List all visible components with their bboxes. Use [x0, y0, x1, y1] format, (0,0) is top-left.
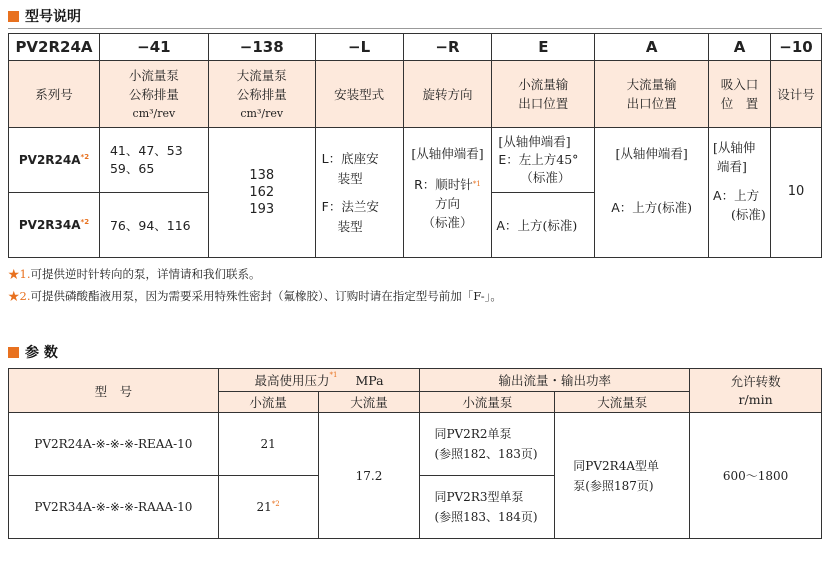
model-code-table	[8, 33, 822, 258]
small-outlet-cell-bottom: A：上方(标准)	[492, 193, 595, 258]
label-rotation: 旋转方向	[403, 61, 492, 128]
note-2: ★2.可提供磷酸酯液用泵，因为需要采用特殊性密封（氟橡胶）、订购时请在指定型号前加「F-」。	[8, 289, 502, 303]
large-pressure-cell: 17.2	[318, 413, 420, 539]
small-pressure-cell: 21	[218, 413, 318, 476]
large-pump-cell: 同PV2R4A型单 泵(参照187页)	[555, 413, 690, 539]
code-small-out: E	[492, 34, 595, 61]
orange-square-icon	[8, 347, 19, 358]
label-series: 系列号	[9, 61, 100, 128]
label-inlet: 吸入口 位 置	[709, 61, 771, 128]
parameters-table	[8, 368, 822, 539]
label-large-displacement: 大流量泵 公称排量 cm³/rev	[208, 61, 315, 128]
series-cell: $PV2R34A^{*2}$	[9, 193, 100, 258]
code-inlet: A	[709, 34, 771, 61]
label-design: 设计号	[770, 61, 821, 128]
header-output: 输出流量・输出功率	[420, 369, 690, 392]
label-large-outlet: 大流量输 出口位置	[595, 61, 709, 128]
model-cell: PV2R34A-※-※-※-RAAA-10	[9, 476, 219, 539]
large-values-cell: 138 162 193	[208, 128, 315, 258]
orange-square-icon	[8, 11, 19, 22]
section-title-model: 型号说明	[8, 6, 81, 26]
header-small-flow: 小流量	[218, 392, 318, 413]
divider	[8, 28, 822, 29]
small-pump-cell: 同PV2R3型单泵 (参照183、184页)	[420, 476, 555, 539]
code-rotation: −R	[403, 34, 492, 61]
label-small-displacement: 小流量泵 公称排量 cm³/rev	[99, 61, 208, 128]
code-large-out: A	[595, 34, 709, 61]
header-large-pump: 大流量泵	[555, 392, 690, 413]
model-cell: PV2R24A-※-※-※-REAA-10	[9, 413, 219, 476]
label-small-outlet: 小流量输 出口位置	[492, 61, 595, 128]
code-small: −41	[99, 34, 208, 61]
code-mount: −L	[315, 34, 403, 61]
small-outlet-cell-top: [从轴伸端看] E：左上方45° （标准）	[492, 128, 595, 193]
inlet-cell: [从轴伸 端看] A：上方 (标准)	[709, 128, 771, 258]
small-pump-cell: 同PV2R2单泵 (参照182、183页)	[420, 413, 555, 476]
header-large-flow: 大流量	[318, 392, 420, 413]
code-series: PV2R24A	[9, 34, 100, 61]
large-outlet-cell: [从轴伸端看] A：上方(标准)	[595, 128, 709, 258]
note-1: ★1.可提供逆时针转向的泵，详情请和我们联系。	[8, 267, 261, 281]
code-large: −138	[208, 34, 315, 61]
series-cell: $PV2R24A^{*2}$	[9, 128, 100, 193]
small-values-cell: 76、94、116	[99, 193, 208, 258]
header-speed: 允许转数 r/min	[690, 369, 822, 413]
small-values-cell: 41、47、53 59、65	[99, 128, 208, 193]
rotation-cell: [从轴伸端看] R：顺时针$^{*1}$ 方向 （标准）	[403, 128, 492, 258]
speed-cell: 600～1800	[690, 413, 822, 539]
code-design: −10	[770, 34, 821, 61]
section-title-params: 参 数	[8, 342, 58, 362]
mount-cell: L：底座安 装型 F：法兰安 装型	[315, 128, 403, 258]
small-pressure-cell: 21$^{*2}$	[218, 476, 318, 539]
header-model: 型 号	[9, 369, 219, 413]
header-pressure: 最高使用压力$^{*1}$ MPa	[218, 369, 420, 392]
header-small-pump: 小流量泵	[420, 392, 555, 413]
label-mount: 安装型式	[315, 61, 403, 128]
design-cell: 10	[770, 128, 821, 258]
